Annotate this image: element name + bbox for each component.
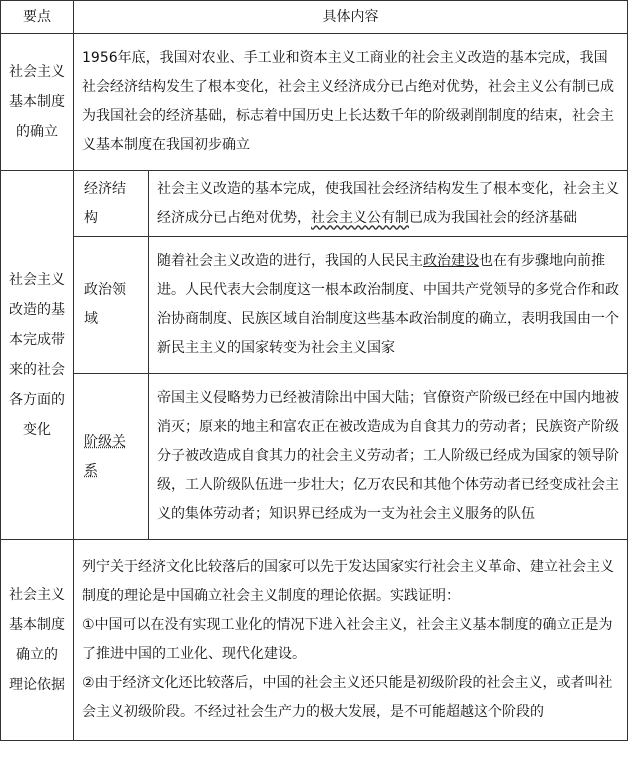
establishment-key-line: 基本制度 bbox=[9, 94, 65, 110]
header-row bbox=[1, 1, 628, 34]
economy-content-cell bbox=[149, 171, 628, 237]
establishment-key-line: 社会主义 bbox=[9, 64, 65, 80]
economy-text-underlined: 社会主义公有制 bbox=[311, 209, 409, 226]
theory-point-2: ②由于经济文化还比较落后，中国的社会主义还只能是初级阶段的社会主义，或者叫社会主义初级阶段。不经过社会生产力的极大发展，是不可能超越这个阶段的 bbox=[82, 675, 613, 720]
theory-key-line: 理论依据 bbox=[9, 677, 65, 693]
theory-intro: 列宁关于经济文化比较落后的国家可以先于发达国家实行社会主义革命、建立社会主义制度的理论是中国确立社会主义制度的理论依据。实践证明： bbox=[82, 559, 614, 604]
theory-key-line: 社会主义 bbox=[9, 587, 65, 603]
row-theory bbox=[1, 540, 628, 741]
changes-key-line: 改造的基 bbox=[9, 302, 65, 318]
changes-key-cell bbox=[1, 171, 74, 540]
row-class bbox=[1, 374, 628, 540]
row-politics bbox=[1, 237, 628, 374]
establishment-key-cell bbox=[1, 34, 74, 171]
politics-text-after: 也在有步骤地向前推进。人民代表大会制度这一根本政治制度、中国共产党领导的多党合作和政治协商制度、民族区域自治制度这些基本政治制度的确立，表明我国由一个新民主主义的国家转变为社会主义国家 bbox=[157, 253, 619, 356]
establishment-key-line: 的确立 bbox=[16, 124, 58, 140]
class-label-cell bbox=[74, 374, 149, 540]
changes-key-line: 变化 bbox=[23, 422, 51, 438]
changes-key-line: 本完成带 bbox=[9, 332, 65, 348]
economy-text-after: 已成为我国社会的经济基础 bbox=[409, 209, 577, 226]
class-label: 阶级关系 bbox=[84, 433, 126, 479]
establishment-content-cell: 1956年底，我国对农业、手工业和资本主义工商业的社会主义改造的基本完成，我国社会经济结构发生了根本变化，社会主义经济成分已占绝对优势，社会主义公有制已成为我国社会的经济基础，标志着中国历史上长达数千年的阶级剥削制度的结束，社会主义基本制度在我国初步确立 bbox=[74, 34, 628, 171]
politics-text-underlined: 政治建设 bbox=[423, 253, 479, 269]
header-content-cell: 具体内容 bbox=[74, 1, 628, 34]
theory-key-line: 基本制度 bbox=[9, 617, 65, 633]
theory-content-cell bbox=[74, 540, 628, 741]
theory-point-1: ①中国可以在没有实现工业化的情况下进入社会主义，社会主义基本制度的确立正是为了推进中国的工业化、现代化建设。 bbox=[82, 617, 613, 662]
politics-label-cell: 政治领域 bbox=[74, 237, 149, 374]
theory-key-cell bbox=[1, 540, 74, 741]
header-key-cell: 要点 bbox=[1, 1, 74, 34]
class-content-cell: 帝国主义侵略势力已经被清除出中国大陆；官僚资产阶级已经在中国内地被消灭；原来的地主和富农正在被改造成为自食其力的劳动者；民族资产阶级分子被改造成自食其力的社会主义劳动者；工人阶级已经成为国家的领导阶级，工人阶级队伍进一步壮大；亿万农民和其他个体劳动者已经变成社会主义的集体劳动者；知识界已经成为一支为社会主义服务的队伍 bbox=[149, 374, 628, 540]
row-establishment bbox=[1, 34, 628, 171]
changes-key-line: 各方面的 bbox=[9, 392, 65, 408]
politics-text-before: 随着社会主义改造的进行，我国的人民民主 bbox=[157, 253, 423, 269]
changes-key-line: 来的社会 bbox=[9, 362, 65, 378]
economy-label-cell: 经济结构 bbox=[74, 171, 149, 237]
politics-content-cell bbox=[149, 237, 628, 374]
theory-key-line: 确立的 bbox=[16, 647, 58, 663]
economy-text-before: 社会主义改造的基本完成，使我国社会经济结构发生了根本变化，社会主义经济成分已占绝对优势， bbox=[157, 180, 619, 226]
row-economy bbox=[1, 171, 628, 237]
changes-key-line: 社会主义 bbox=[9, 272, 65, 288]
